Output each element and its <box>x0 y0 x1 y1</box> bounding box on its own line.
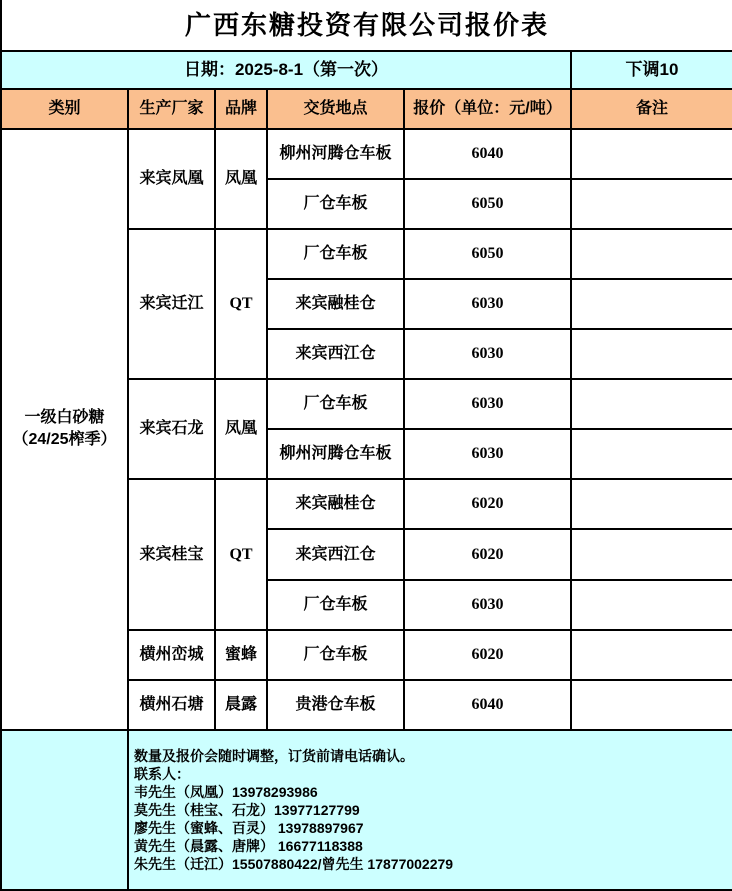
price-cell: 6030 <box>404 329 571 379</box>
note-cell <box>571 580 732 630</box>
date-label: 日期：2025-8-1（第一次） <box>1 51 571 89</box>
footer-line-disclaimer: 数量及报价会随时调整，订货前请电话确认。 <box>134 747 414 764</box>
note-cell <box>571 680 732 730</box>
price-cell: 6040 <box>404 129 571 179</box>
header-note: 备注 <box>571 89 732 129</box>
price-cell: 6020 <box>404 630 571 680</box>
note-cell <box>571 179 732 229</box>
producer-cell: 来宾石龙 <box>128 379 215 479</box>
category-cell <box>1 129 128 730</box>
brand-cell: 蜜蜂 <box>215 630 267 680</box>
header-location: 交货地点 <box>267 89 404 129</box>
note-cell <box>571 630 732 680</box>
producer-cell: 横州石塘 <box>128 680 215 730</box>
note-cell <box>571 529 732 579</box>
location-cell: 来宾融桂仓 <box>267 279 404 329</box>
header-price: 报价（单位：元/吨） <box>404 89 571 129</box>
location-cell: 来宾融桂仓 <box>267 479 404 529</box>
footer-line-contact: 韦先生（凤凰）13978293986 <box>134 783 318 800</box>
price-cell: 6030 <box>404 279 571 329</box>
location-cell: 厂仓车板 <box>267 179 404 229</box>
brand-cell: 凤凰 <box>215 129 267 229</box>
price-cell: 6030 <box>404 580 571 630</box>
location-cell: 贵港仓车板 <box>267 680 404 730</box>
location-cell: 来宾西江仓 <box>267 529 404 579</box>
price-cell: 6030 <box>404 379 571 429</box>
brand-cell: QT <box>215 479 267 629</box>
table-row <box>1 129 732 179</box>
footer-line-contact: 黄先生（晨露、唐牌） 16677118388 <box>134 837 363 854</box>
brand-cell: 凤凰 <box>215 379 267 479</box>
note-cell <box>571 329 732 379</box>
category-line1: 一级白砂糖 <box>24 409 105 427</box>
note-cell <box>571 279 732 329</box>
price-cell: 6020 <box>404 479 571 529</box>
producer-cell: 来宾凤凰 <box>128 129 215 229</box>
footer-empty-cell <box>1 730 128 890</box>
price-adjustment-badge: 下调10 <box>571 51 732 89</box>
producer-cell: 来宾迁江 <box>128 229 215 379</box>
footer-line-contacts-label: 联系人： <box>134 765 190 782</box>
brand-cell: 晨露 <box>215 680 267 730</box>
footer-line-contact: 莫先生（桂宝、石龙）13977127799 <box>134 801 360 818</box>
price-cell: 6050 <box>404 229 571 279</box>
brand-cell: QT <box>215 229 267 379</box>
header-category: 类别 <box>1 89 128 129</box>
location-cell: 柳州河腾仓车板 <box>267 129 404 179</box>
producer-cell: 来宾桂宝 <box>128 479 215 629</box>
header-producer: 生产厂家 <box>128 89 215 129</box>
location-cell: 厂仓车板 <box>267 379 404 429</box>
note-cell <box>571 479 732 529</box>
footer-line-contact: 朱先生（迁江）15507880422/曾先生 17877002279 <box>134 855 454 872</box>
location-cell: 柳州河腾仓车板 <box>267 429 404 479</box>
price-cell: 6030 <box>404 429 571 479</box>
price-cell: 6050 <box>404 179 571 229</box>
header-brand: 品牌 <box>215 89 267 129</box>
note-cell <box>571 429 732 479</box>
location-cell: 厂仓车板 <box>267 580 404 630</box>
price-cell: 6040 <box>404 680 571 730</box>
location-cell: 厂仓车板 <box>267 630 404 680</box>
location-cell: 厂仓车板 <box>267 229 404 279</box>
location-cell: 来宾西江仓 <box>267 329 404 379</box>
note-cell <box>571 129 732 179</box>
footer-line-contact: 廖先生（蜜蜂、百灵） 13978897967 <box>134 819 364 836</box>
footer-notes <box>128 730 732 890</box>
category-line2: （24/25榨季） <box>12 431 117 449</box>
note-cell <box>571 379 732 429</box>
note-cell <box>571 229 732 279</box>
page-title: 广西东糖投资有限公司报价表 <box>1 0 732 51</box>
producer-cell: 横州峦城 <box>128 630 215 680</box>
price-cell: 6020 <box>404 529 571 579</box>
